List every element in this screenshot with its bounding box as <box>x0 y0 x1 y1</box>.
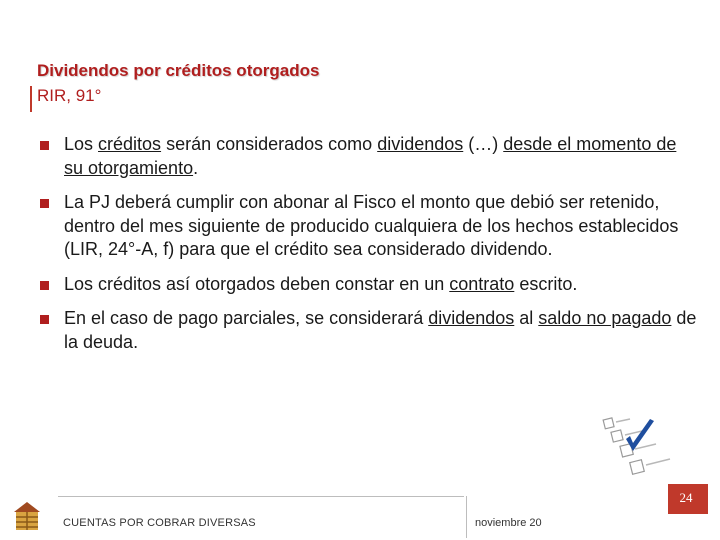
bullet-marker <box>40 199 49 208</box>
underlined-text: saldo no pagado <box>538 308 672 328</box>
bullet-marker <box>40 141 49 150</box>
footer-date: noviembre 20 <box>475 517 542 529</box>
bullet-text: . <box>193 157 199 178</box>
logo-icon <box>12 500 42 532</box>
footer-divider <box>466 496 467 538</box>
bullet-text: escrito. <box>514 273 578 294</box>
underlined-text: desde el momento de su otorgamiento <box>64 134 677 178</box>
bullet-marker <box>40 315 49 324</box>
checklist-icon <box>600 415 680 477</box>
bullet-list <box>40 133 700 365</box>
bullet-text: La PJ deberá cumplir con abonar al Fisco el monto que debió ser retenido, dentro del mes siguiente de producido cualquiera de los hechos establecidos (LIR, 24°-A, f) para que el crédito sea considerado dividendo. <box>64 192 679 259</box>
bullet-text: Los créditos así otorgados deben constar en un <box>64 273 450 294</box>
bullet-item <box>40 133 700 180</box>
slide-subtitle: RIR, 91° <box>37 86 102 105</box>
bullet-item <box>40 307 700 354</box>
bullet-text: Los <box>64 134 99 154</box>
underlined-text: créditos <box>98 134 162 154</box>
footer-rule <box>58 496 464 497</box>
underlined-text: contrato <box>449 273 515 294</box>
underlined-text: dividendos <box>428 308 515 328</box>
bullet-text: serán considerados como <box>161 134 378 154</box>
page-number: 24 <box>679 490 693 505</box>
bullet-marker <box>40 281 49 290</box>
bullet-text: (…) <box>463 134 504 154</box>
bullet-item <box>40 273 700 297</box>
title-accent-bar <box>30 86 32 112</box>
slide-title: Dividendos por créditos otorgados <box>37 61 320 80</box>
bullet-item <box>40 191 700 262</box>
bullet-text: En el caso de pago parciales, se considerará <box>64 308 429 328</box>
bullet-text: al <box>514 308 539 328</box>
bullet-text: de la deuda. <box>64 308 697 352</box>
underlined-text: dividendos <box>377 134 464 154</box>
footer-left-text: CUENTAS POR COBRAR DIVERSAS <box>63 517 256 529</box>
